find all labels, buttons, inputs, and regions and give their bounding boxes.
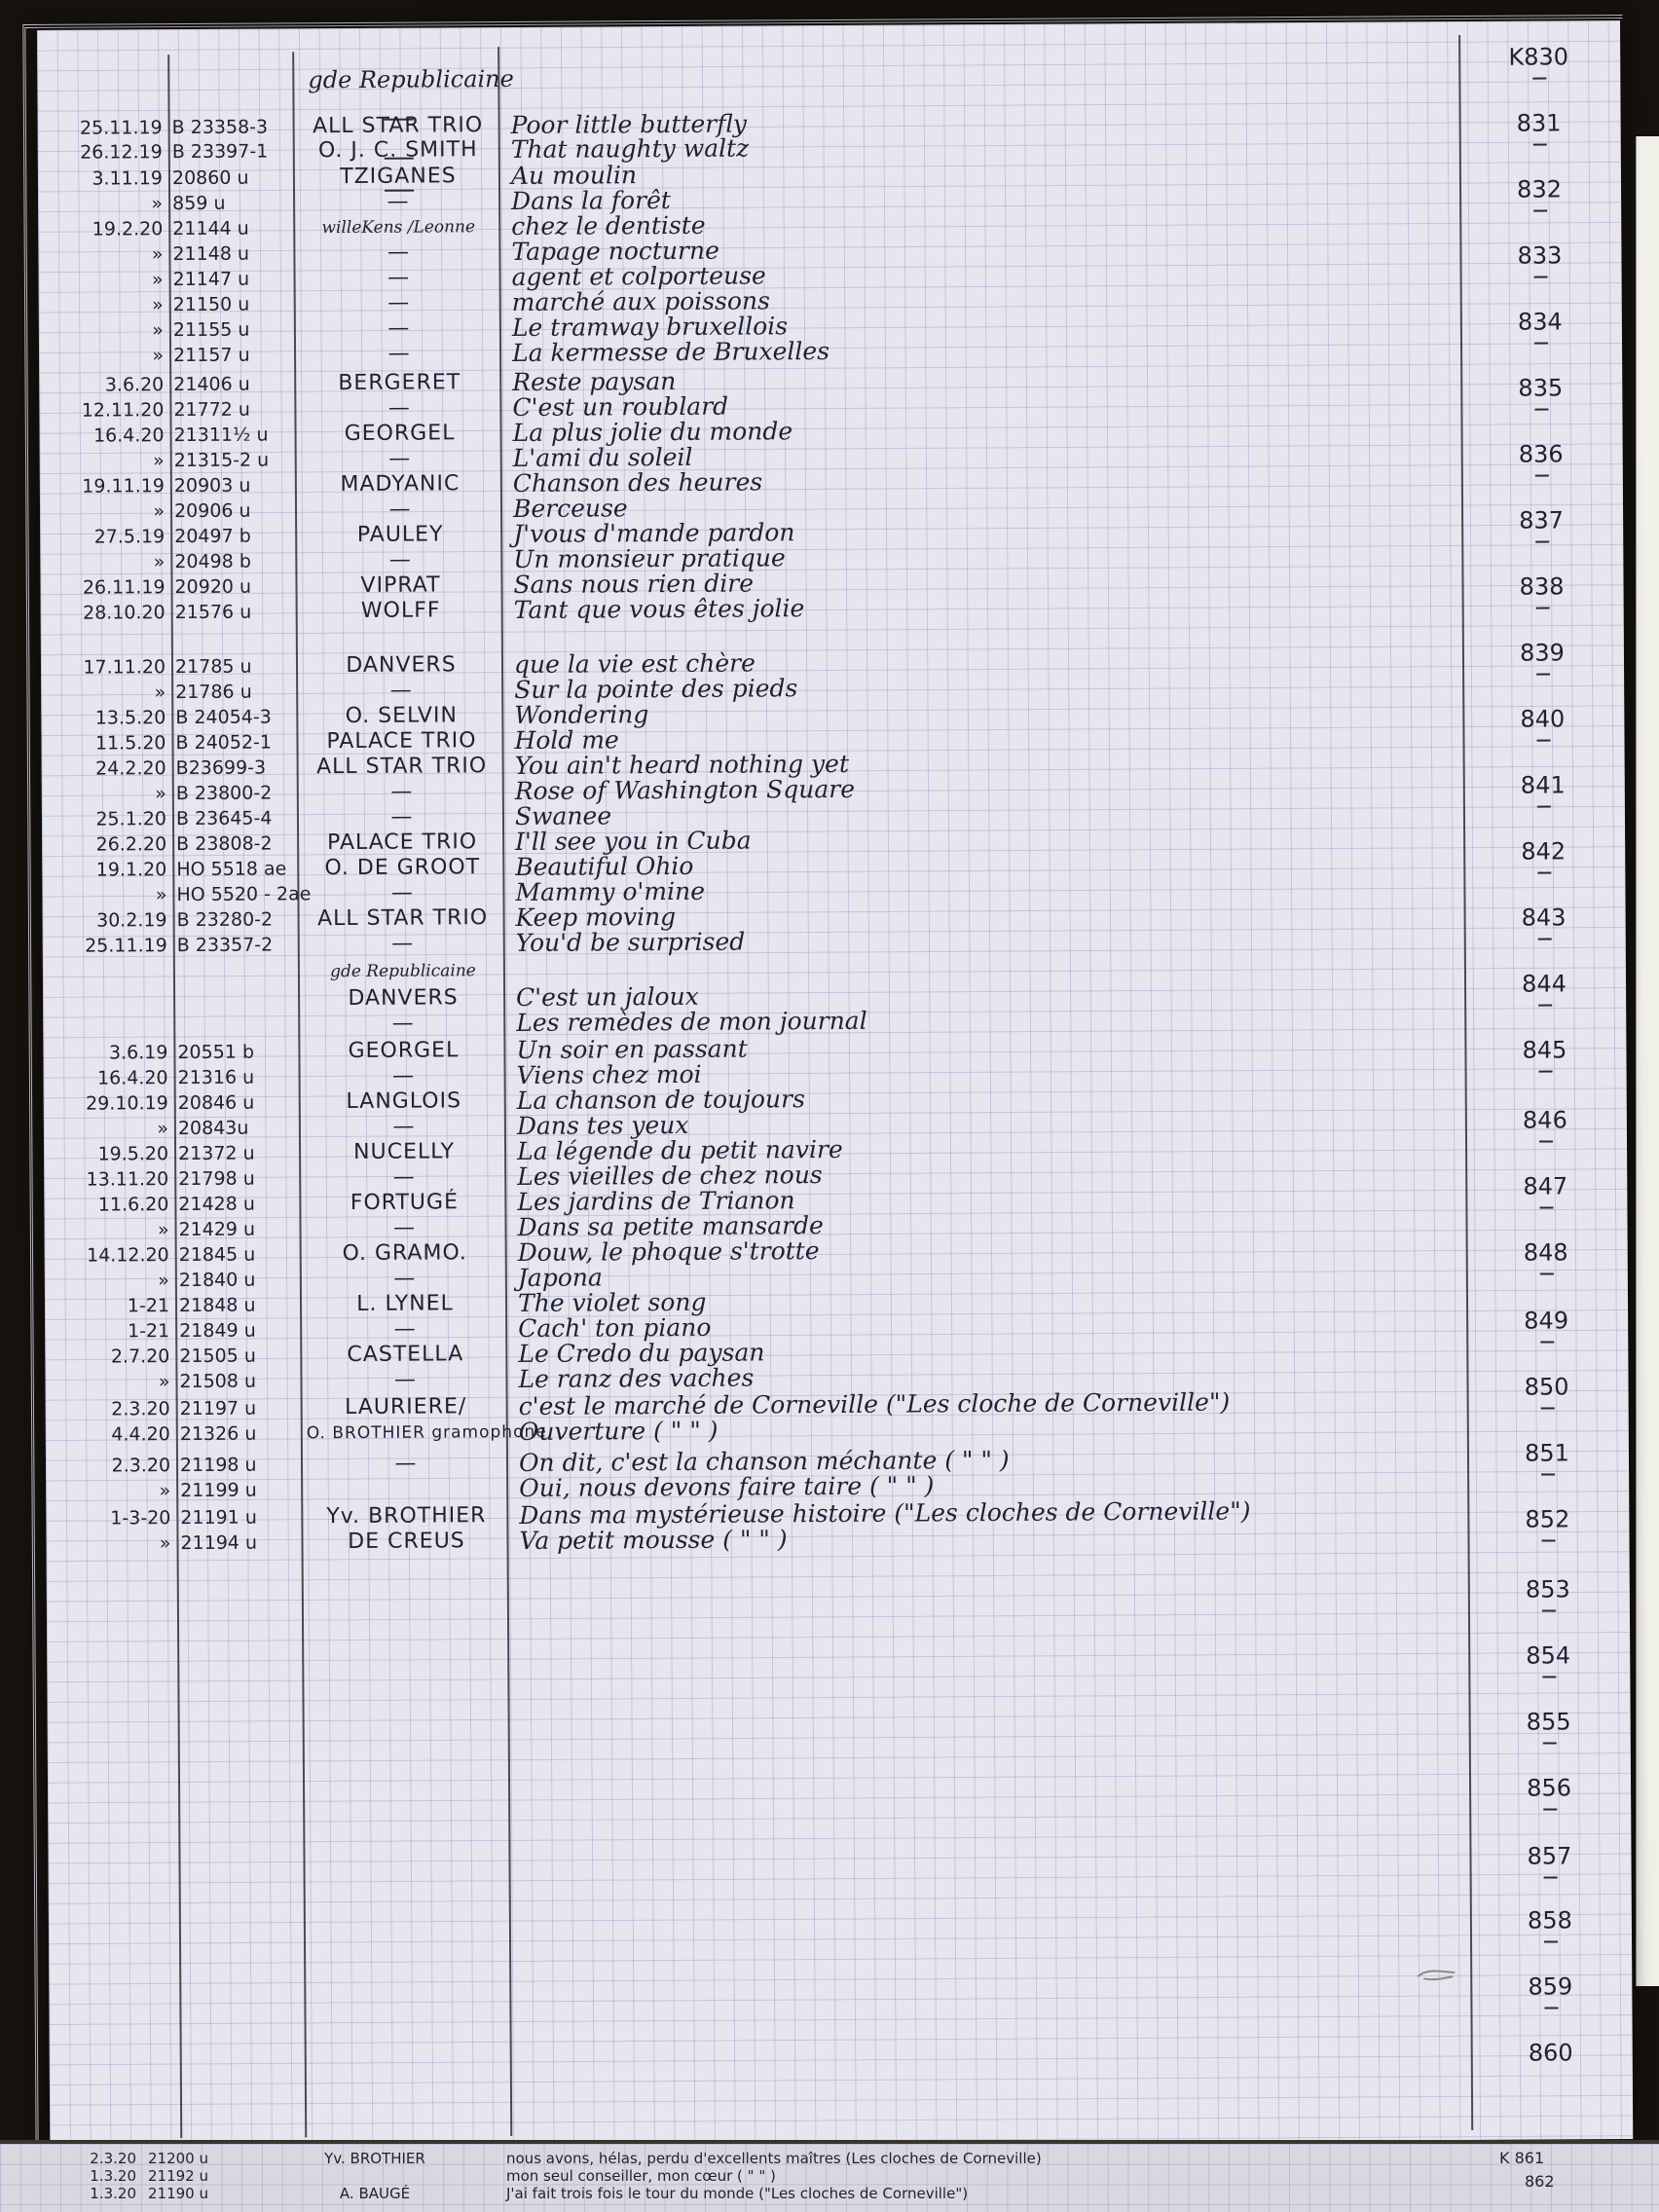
entry-date: 1-21	[127, 1320, 170, 1343]
entry-matrix: 21508 u	[179, 1370, 257, 1393]
ref-separator	[1540, 1341, 1554, 1343]
entry-title: Sans nous rien dire	[513, 569, 755, 599]
entry-artist: PALACE TRIO	[326, 830, 478, 856]
entry-artist: gde Republicaine	[329, 961, 476, 982]
entry-date: »	[151, 193, 164, 215]
entry-date: »	[152, 345, 165, 367]
entry-date: »	[153, 500, 166, 523]
entry-date: 19.1.20	[95, 859, 167, 881]
entry-date: 17.11.20	[83, 656, 166, 679]
entry-artist: PAULEY	[356, 522, 444, 547]
entry-date: 4.4.20	[111, 1423, 170, 1446]
entry-artist: O. SELVIN	[345, 703, 458, 729]
margin-ref-number: K830	[1508, 43, 1569, 71]
ref-separator	[1544, 2007, 1558, 2009]
ref-separator	[1536, 739, 1550, 741]
entry-matrix: B 24054-3	[175, 706, 272, 729]
entry-matrix: 21194 u	[180, 1531, 258, 1555]
entry-date: 13.11.20	[86, 1168, 169, 1191]
entry-matrix	[177, 1010, 300, 1011]
entry-artist-ditto: —	[394, 1451, 418, 1476]
margin-ref-number: 852	[1525, 1505, 1570, 1533]
entry-date: »	[151, 243, 164, 266]
entry-date: »	[152, 294, 164, 316]
entry-title: C'est un roublard	[512, 391, 729, 422]
entry-date: 11.5.20	[94, 732, 166, 755]
next-page-ref: 862	[1525, 2172, 1555, 2191]
margin-ref-number: 850	[1524, 1373, 1569, 1401]
entry-artist: VIPRAT	[360, 572, 441, 598]
entry-title: Dans tes yeux	[516, 1110, 689, 1140]
entry-title: Cach' ton piano	[518, 1312, 712, 1343]
next-page-title: mon seul conseiller, mon cœur ( " " )	[506, 2167, 776, 2185]
entry-matrix: 21849 u	[179, 1319, 256, 1343]
margin-ref-number: 836	[1518, 440, 1564, 468]
entry-title: Les remèdes de mon journal	[516, 1006, 867, 1037]
entry-artist: willeKens /Leonne	[321, 217, 476, 239]
ref-separator	[1534, 342, 1548, 344]
entry-matrix: HO 5520 - 2ae	[176, 883, 312, 906]
entry-matrix: 21326 u	[179, 1422, 257, 1446]
margin-ref-number: 846	[1522, 1106, 1567, 1134]
entry-title: Ouverture ( " " )	[518, 1416, 719, 1446]
margin-ref-number: 842	[1521, 837, 1567, 866]
entry-date: 28.10.20	[82, 602, 166, 624]
entry-artist: O. BROTHIER gramophone	[306, 1421, 547, 1444]
margin-ref-number: 834	[1517, 308, 1563, 336]
pencil-mark	[1416, 1965, 1456, 1986]
entry-title: The violet song	[517, 1287, 707, 1317]
next-page-strip	[0, 2140, 1659, 2212]
entry-artist-ditto: —	[387, 315, 411, 341]
next-page-artist: Yv. BROTHIER	[324, 2150, 425, 2167]
ref-separator	[1541, 1473, 1555, 1475]
margin-ref-number: 839	[1519, 639, 1565, 667]
entry-artist-ditto: —	[390, 880, 415, 905]
entry-title: Berceuse	[512, 494, 628, 523]
entry-artist-ditto: —	[389, 678, 413, 703]
entry-artist: TZIGANES	[340, 164, 457, 190]
entry-title: Sur la pointe des pieds	[514, 674, 798, 704]
entry-matrix: HO 5518 ae	[176, 858, 287, 881]
entry-title: That naughty waltz	[510, 133, 750, 164]
margin-ref-number: 841	[1520, 771, 1566, 799]
entry-artist-ditto: —	[388, 446, 412, 471]
entry-date: 25.11.19	[79, 117, 163, 139]
entry-matrix: B 23280-2	[176, 908, 274, 932]
entry-title: Dans ma mystérieuse histoire ("Les cloches de Corneville")	[519, 1496, 1251, 1530]
entry-title: Tapage nocturne	[511, 236, 719, 266]
entry-title: Un soir en passant	[516, 1034, 748, 1064]
entry-matrix: B23699-3	[175, 756, 267, 780]
entry-title: L'ami du soleil	[512, 442, 693, 472]
entry-title: Dans sa petite mansarde	[517, 1211, 824, 1241]
entry-date: 26.2.20	[95, 833, 167, 856]
entry-matrix: B 23645-4	[175, 807, 273, 830]
entry-date: 2.7.20	[110, 1346, 170, 1368]
entry-date	[43, 985, 167, 986]
entry-matrix: 20903 u	[173, 474, 251, 498]
entry-matrix: 21576 u	[174, 601, 252, 624]
entry-date: »	[159, 1532, 171, 1555]
column-rule-ref	[1458, 35, 1473, 2130]
entry-title: Les jardins de Trianon	[517, 1186, 795, 1216]
entry-matrix: 21316 u	[177, 1066, 255, 1089]
entry-artist: CASTELLA	[347, 1342, 464, 1368]
ref-separator	[1532, 77, 1546, 79]
entry-title: Keep moving	[515, 902, 677, 932]
margin-ref-number: 854	[1526, 1641, 1571, 1670]
entry-artist: LANGLOIS	[346, 1088, 462, 1115]
header-label: gde Republicaine	[308, 64, 514, 94]
entry-title: Reste paysan	[512, 366, 677, 396]
entry-title: Hold me	[514, 725, 619, 755]
entry-artist: DANVERS	[346, 652, 457, 679]
entry-date: »	[159, 1480, 171, 1502]
entry-date: 30.2.19	[96, 909, 167, 932]
ref-separator	[1533, 209, 1547, 211]
ref-separator	[1543, 1742, 1557, 1744]
entry-date: »	[151, 269, 164, 291]
entry-artist: GEORGEL	[344, 421, 456, 447]
ref-separator	[1537, 871, 1551, 873]
entry-matrix: 21147 u	[172, 268, 250, 291]
entry-artist-ditto: —	[387, 341, 411, 366]
entry-title: La légende du petit navire	[516, 1134, 843, 1165]
entry-artist: MADYANIC	[340, 471, 461, 498]
ledger-page	[37, 20, 1633, 2149]
entry-matrix: 21372 u	[178, 1142, 255, 1165]
entry-title: Beautiful Ohio	[515, 851, 694, 881]
entry-matrix: 21505 u	[179, 1345, 256, 1368]
entry-artist-ditto: —	[392, 1164, 416, 1190]
entry-artist-ditto: —	[391, 931, 415, 956]
entry-date: 19.2.20	[92, 218, 164, 240]
entry-matrix: 21786 u	[175, 681, 252, 704]
entry-title: c'est le marché de Corneville ("Les cloche de Corneville")	[518, 1387, 1231, 1420]
entry-artist-ditto: —	[387, 240, 410, 265]
entry-matrix: 21148 u	[172, 242, 250, 266]
entry-artist: NUCELLY	[353, 1139, 456, 1165]
entry-artist: FORTUGÉ	[350, 1190, 460, 1216]
entry-date: 1-3-20	[110, 1507, 171, 1530]
entry-date: 27.5.19	[93, 526, 166, 548]
entry-matrix: 21429 u	[178, 1218, 256, 1241]
entry-date: 13.5.20	[94, 707, 166, 729]
entry-matrix: B 23357-2	[176, 934, 274, 957]
entry-title: agent et colporteuse	[511, 261, 766, 291]
entry-date: 1-21	[127, 1295, 170, 1317]
entry-title: Oui, nous devons faire taire ( " " )	[519, 1471, 935, 1502]
ref-separator	[1533, 143, 1547, 145]
entry-date: »	[152, 319, 164, 342]
entry-matrix: 21191 u	[180, 1506, 257, 1530]
entry-date: »	[155, 783, 166, 805]
entry-title: Mammy o'mine	[515, 876, 706, 906]
ref-separator	[1542, 1609, 1556, 1611]
entry-title: Tant que vous êtes jolie	[513, 594, 805, 624]
next-page-title: J'ai fait trois fois le tour du monde ("Les cloches de Corneville")	[506, 2185, 969, 2202]
margin-ref-number: 831	[1516, 109, 1562, 137]
entry-date: 26.12.19	[80, 141, 163, 164]
entry-artist-ditto: —	[388, 497, 412, 522]
entry-title: Swanee	[514, 801, 612, 830]
entry-matrix: 21197 u	[179, 1397, 257, 1420]
ref-separator	[1536, 673, 1550, 675]
next-page-title: nous avons, hélas, perdu d'excellents maîtres (Les cloches de Corneville)	[506, 2150, 1042, 2167]
entry-title: You ain't heard nothing yet	[514, 749, 850, 780]
entry-title: Les vieilles de chez nous	[517, 1161, 823, 1191]
entry-artist: O. GRAMO.	[342, 1240, 467, 1267]
entry-matrix: 21157 u	[172, 344, 250, 367]
entry-title: La kermesse de Bruxelles	[511, 337, 830, 367]
entry-artist: DE CREUS	[348, 1529, 465, 1555]
entry-title: You'd be surprised	[515, 927, 746, 957]
entry-matrix: B 23358-3	[171, 116, 269, 139]
margin-ref-number: 856	[1527, 1774, 1572, 1802]
entry-title: Viens chez moi	[516, 1059, 702, 1089]
margin-ref-number: 848	[1523, 1238, 1568, 1267]
entry-matrix: B 23397-1	[171, 140, 269, 164]
entry-matrix: 20906 u	[173, 499, 251, 523]
entry-date: »	[158, 1371, 170, 1393]
margin-ref-number: 849	[1524, 1307, 1569, 1335]
entry-artist: GEORGEL	[348, 1038, 460, 1064]
ref-separator	[1544, 1876, 1558, 1878]
margin-ref-number: 835	[1518, 374, 1564, 402]
entry-artist: ALL STAR TRIO	[316, 905, 489, 932]
entry-matrix: 21144 u	[172, 217, 249, 240]
entry-date: »	[157, 1219, 169, 1241]
ref-separator	[1535, 540, 1549, 542]
entry-title: Japona	[517, 1263, 603, 1292]
entry-title: Poor little butterfly	[510, 109, 748, 139]
entry-title: Au moulin	[510, 161, 638, 190]
entry-date: 2.3.20	[111, 1455, 171, 1477]
entry-date: 19.11.19	[82, 475, 165, 498]
entry-artist: DANVERS	[348, 985, 459, 1012]
entry-title: Chanson des heures	[512, 467, 763, 498]
entry-title: que la vie est chère	[513, 648, 756, 679]
entry-matrix: 21315-2 u	[173, 449, 270, 472]
entry-matrix: 20846 u	[177, 1091, 255, 1115]
entry-matrix: 21311½ u	[173, 424, 269, 447]
entry-date	[43, 1011, 167, 1012]
entry-matrix: 20498 b	[174, 550, 251, 573]
ref-separator	[1538, 1004, 1552, 1006]
margin-ref-number: 855	[1526, 1708, 1571, 1736]
entry-artist-ditto: —	[393, 1266, 417, 1291]
entry-artist: PALACE TRIO	[326, 728, 477, 755]
next-page-artist: A. BAUGÉ	[339, 2185, 411, 2202]
ref-separator	[1538, 938, 1552, 940]
entry-date: 11.6.20	[97, 1194, 169, 1216]
entry-title: Le ranz des vaches	[518, 1363, 755, 1393]
margin-ref-number: 844	[1522, 970, 1567, 998]
entry-artist: WOLFF	[360, 598, 441, 623]
entry-matrix: 20860 u	[171, 166, 249, 190]
entry-matrix: 21198 u	[179, 1454, 257, 1477]
next-page-matrix: 21190 u	[148, 2185, 208, 2202]
entry-date: 3.6.20	[104, 374, 165, 396]
entry-matrix: B 23800-2	[175, 782, 273, 805]
entry-artist-ditto: —	[387, 395, 411, 421]
ref-separator	[1536, 607, 1550, 608]
entry-matrix	[177, 984, 300, 985]
ref-separator	[1539, 1206, 1553, 1208]
entry-title: Wondering	[514, 700, 649, 729]
entry-title: Douw, le phoque s'trotte	[517, 1236, 820, 1267]
entry-matrix: 21428 u	[178, 1193, 255, 1216]
entry-title: Va petit mousse ( " " )	[519, 1525, 788, 1555]
entry-artist: ALL STAR TRIO	[316, 754, 488, 780]
entry-artist-ditto: —	[390, 779, 414, 804]
margin-ref-number: 840	[1520, 705, 1566, 733]
next-page-date: 1.3.20	[90, 2167, 136, 2185]
entry-artist: L. LYNEL	[356, 1291, 454, 1316]
entry-artist: BERGERET	[338, 370, 461, 396]
entry-date: »	[158, 1270, 169, 1292]
margin-ref-number: 847	[1523, 1172, 1568, 1200]
entry-title: La plus jolie du monde	[512, 417, 793, 447]
entry-title: chez le dentiste	[511, 210, 706, 240]
entry-date: »	[155, 884, 167, 906]
entry-artist-ditto: —	[387, 290, 411, 315]
entry-artist-ditto: —	[391, 1011, 415, 1036]
entry-artist-ditto: —	[387, 265, 411, 290]
margin-ref-number: 843	[1521, 903, 1567, 932]
entry-title: J'vous d'mande pardon	[513, 518, 795, 548]
entry-matrix: 21199 u	[180, 1479, 257, 1502]
next-page-matrix: 21192 u	[148, 2167, 208, 2185]
ref-separator	[1542, 1676, 1556, 1677]
entry-matrix: 21840 u	[178, 1269, 256, 1292]
adjacent-page-tab	[1636, 136, 1659, 1986]
margin-ref-number: 838	[1519, 572, 1565, 601]
ref-separator	[1535, 474, 1549, 476]
ref-separator	[1539, 1140, 1553, 1142]
entry-date: 16.4.20	[92, 424, 165, 447]
entry-artist-ditto: —	[392, 1114, 416, 1139]
ref-separator	[1534, 276, 1548, 277]
ref-separator	[1539, 1070, 1553, 1072]
entry-matrix: 20843u	[177, 1117, 249, 1140]
entry-date: »	[153, 551, 166, 573]
entry-artist: LAURIERE/	[344, 1394, 467, 1420]
entry-matrix: 21150 u	[172, 293, 250, 316]
margin-ref-number: 859	[1528, 1972, 1573, 2001]
margin-ref-number: 853	[1525, 1575, 1570, 1604]
ref-separator	[1541, 1407, 1555, 1409]
entry-matrix: 21155 u	[172, 318, 250, 342]
ref-separator	[1540, 1272, 1554, 1274]
entry-artist-ditto: —	[388, 547, 412, 572]
entry-date: 25.1.20	[95, 808, 167, 830]
margin-ref-number: 832	[1517, 175, 1563, 203]
entry-date: 29.10.19	[86, 1092, 168, 1115]
next-page-date: 2.3.20	[90, 2150, 136, 2167]
ref-separator	[1544, 1940, 1558, 1942]
ref-separator	[1534, 408, 1548, 410]
ref-separator	[1537, 805, 1551, 807]
entry-date: 2.3.20	[111, 1398, 170, 1420]
entry-artist-ditto: —	[393, 1316, 417, 1342]
entry-title: Le Credo du paysan	[518, 1338, 765, 1368]
entry-title: La chanson de toujours	[516, 1085, 805, 1115]
entry-date: »	[154, 682, 166, 704]
margin-ref-number: 851	[1524, 1439, 1569, 1467]
entry-matrix: B 24052-1	[175, 731, 273, 755]
entry-matrix: 21772 u	[173, 398, 250, 422]
entry-matrix: 21845 u	[178, 1243, 256, 1267]
entry-artist-ditto: —	[393, 1367, 418, 1392]
entry-date: 14.12.20	[87, 1244, 169, 1267]
next-page-matrix: 21200 u	[148, 2150, 208, 2167]
ref-separator	[1542, 1539, 1556, 1541]
entry-matrix: 20920 u	[174, 575, 252, 599]
entry-title: C'est un jaloux	[516, 981, 699, 1012]
entry-title: On dit, c'est la chanson méchante ( " " )	[518, 1445, 1010, 1477]
margin-ref-number: 845	[1522, 1036, 1567, 1064]
entry-matrix: 21848 u	[178, 1294, 256, 1317]
entry-matrix: 20497 b	[174, 525, 251, 548]
margin-ref-number: 858	[1527, 1906, 1572, 1935]
entry-date: 3.6.19	[108, 1042, 168, 1064]
entry-date: 24.2.20	[95, 757, 166, 780]
entry-artist: Yv. BROTHIER	[326, 1503, 487, 1530]
entry-matrix: 21785 u	[174, 655, 252, 679]
entry-title: Le tramway bruxellois	[511, 312, 789, 342]
entry-artist: O. J. C. SMITH	[317, 137, 478, 164]
margin-ref-number: 837	[1519, 506, 1565, 535]
entry-date: 16.4.20	[96, 1067, 168, 1089]
entry-date: 19.5.20	[97, 1143, 169, 1165]
entry-date: 3.11.19	[92, 167, 164, 190]
entry-title: marché aux poissons	[511, 286, 770, 316]
entry-matrix: 859 u	[172, 192, 226, 215]
entry-title: Dans la forêt	[511, 185, 671, 215]
entry-artist: O. DE GROOT	[324, 855, 481, 881]
entry-matrix: 21798 u	[178, 1167, 255, 1191]
ref-separator	[1543, 1808, 1557, 1810]
margin-ref-number: 860	[1528, 2039, 1573, 2067]
next-page-date: 1.3.20	[90, 2185, 136, 2202]
entry-matrix: 20551 b	[177, 1041, 255, 1064]
next-page-ref: K 861	[1499, 2149, 1545, 2167]
margin-ref-number: 857	[1527, 1842, 1572, 1870]
entry-matrix: 21406 u	[173, 373, 250, 396]
entry-matrix: B 23808-2	[176, 832, 273, 856]
entry-artist: ALL STAR TRIO	[312, 113, 484, 139]
entry-title: Un monsieur pratique	[513, 543, 786, 573]
entry-artist-ditto: —	[387, 189, 410, 214]
entry-date: »	[157, 1118, 168, 1140]
entry-artist-ditto: —	[390, 804, 414, 830]
entry-date: 12.11.20	[81, 399, 165, 422]
entry-title: Rose of Washington Square	[514, 774, 856, 805]
entry-artist-ditto: —	[392, 1215, 417, 1240]
margin-ref-number: 833	[1517, 241, 1563, 270]
entry-artist-ditto: —	[392, 1063, 416, 1088]
entry-title: I'll see you in Cuba	[515, 826, 752, 856]
entry-date: »	[153, 450, 165, 472]
entry-date: 26.11.19	[82, 576, 166, 599]
entry-date: 25.11.19	[85, 935, 167, 957]
